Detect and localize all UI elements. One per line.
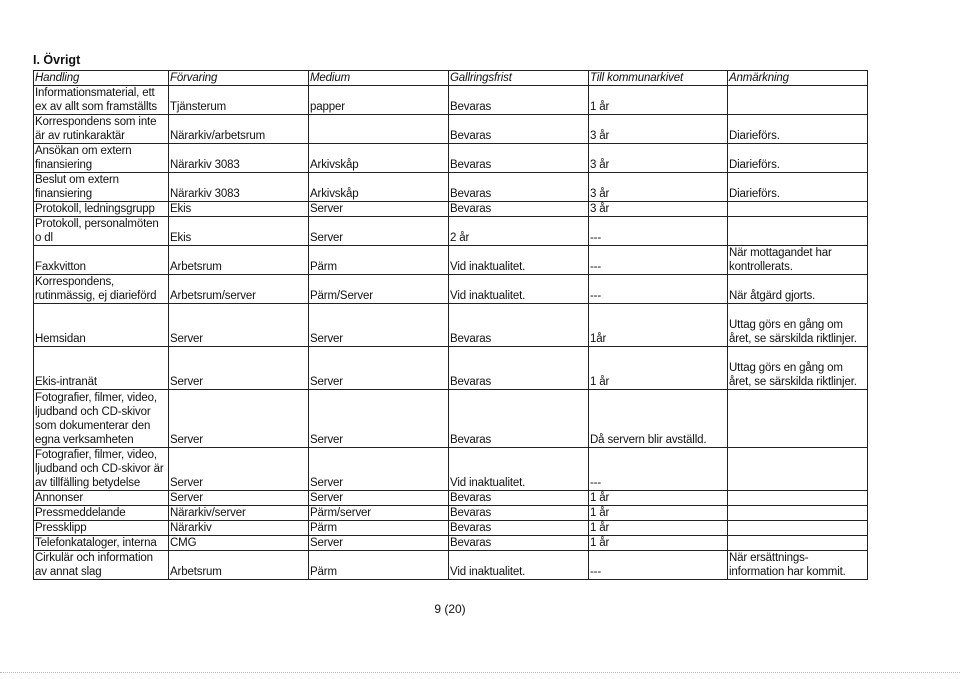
cell-medium: Pärm <box>309 551 449 580</box>
cell-till-kommunarkivet: Då servern blir avställd. <box>589 390 728 448</box>
cell-forvaring: Närarkiv <box>169 521 309 536</box>
header-forvaring: Förvaring <box>169 71 309 86</box>
cell-anmarkning <box>728 217 868 246</box>
header-medium: Medium <box>309 71 449 86</box>
cell-till-kommunarkivet: --- <box>589 246 728 275</box>
cell-till-kommunarkivet: 3 år <box>589 115 728 144</box>
cell-anmarkning <box>728 448 868 491</box>
table-row <box>34 86 868 115</box>
cell-anmarkning: Diarieförs. <box>728 144 868 173</box>
cell-medium: Arkivskåp <box>309 173 449 202</box>
cell-till-kommunarkivet: 1 år <box>589 536 728 551</box>
records-table <box>33 70 868 580</box>
cell-handling: Korrespondens som inte är av rutinkaraktär <box>34 115 169 144</box>
cell-handling: Fotografier, filmer, video, ljudband och CD-skivor är av tillfälling betydelse <box>34 448 169 491</box>
cell-gallringsfrist: Bevaras <box>449 390 589 448</box>
cell-medium: Pärm <box>309 521 449 536</box>
cell-handling: Korrespondens, rutinmässig, ej diarieförd <box>34 275 169 304</box>
cell-medium <box>309 115 449 144</box>
cell-medium: Server <box>309 491 449 506</box>
cell-medium: Server <box>309 217 449 246</box>
cell-gallringsfrist: Bevaras <box>449 491 589 506</box>
cell-medium: Server <box>309 390 449 448</box>
cell-till-kommunarkivet: 1 år <box>589 506 728 521</box>
cell-anmarkning <box>728 536 868 551</box>
cell-gallringsfrist: Bevaras <box>449 115 589 144</box>
cell-handling: Protokoll, ledningsgrupp <box>34 202 169 217</box>
cell-till-kommunarkivet: 1 år <box>589 86 728 115</box>
table-row <box>34 144 868 173</box>
cell-till-kommunarkivet: --- <box>589 217 728 246</box>
cell-handling: Beslut om extern finansiering <box>34 173 169 202</box>
cell-till-kommunarkivet: --- <box>589 448 728 491</box>
cell-forvaring: Närarkiv/arbetsrum <box>169 115 309 144</box>
cell-anmarkning: Diarieförs. <box>728 173 868 202</box>
cell-medium: Arkivskåp <box>309 144 449 173</box>
table-row <box>34 390 868 448</box>
cell-gallringsfrist: Vid inaktualitet. <box>449 448 589 491</box>
table-row <box>34 115 868 144</box>
cell-forvaring: Server <box>169 448 309 491</box>
cell-handling: Hemsidan <box>34 304 169 347</box>
cell-anmarkning <box>728 506 868 521</box>
cell-forvaring: Ekis <box>169 202 309 217</box>
cell-medium: Pärm/Server <box>309 275 449 304</box>
cell-handling: Informationsmaterial, ett ex av allt som framställts <box>34 86 169 115</box>
cell-anmarkning: När ersättnings- information har kommit. <box>728 551 868 580</box>
cell-forvaring: Arbetsrum/server <box>169 275 309 304</box>
cell-anmarkning: När mottagandet har kontrollerats. <box>728 246 868 275</box>
header-gallringsfrist: Gallringsfrist <box>449 71 589 86</box>
cell-till-kommunarkivet: 1 år <box>589 521 728 536</box>
cell-forvaring: Server <box>169 304 309 347</box>
page-number: 9 (20) <box>434 602 466 616</box>
cell-handling: Faxkvitton <box>34 246 169 275</box>
table-row <box>34 551 868 580</box>
cell-forvaring: Tjänsterum <box>169 86 309 115</box>
cell-forvaring: Närarkiv 3083 <box>169 144 309 173</box>
cell-handling: Telefonkataloger, interna <box>34 536 169 551</box>
table-row <box>34 304 868 347</box>
cell-till-kommunarkivet: 1år <box>589 304 728 347</box>
table-row <box>34 521 868 536</box>
cell-gallringsfrist: Vid inaktualitet. <box>449 275 589 304</box>
cell-medium: Pärm <box>309 246 449 275</box>
cell-anmarkning: Uttag görs en gång om året, se särskilda riktlinjer. <box>728 347 868 390</box>
cell-gallringsfrist: 2 år <box>449 217 589 246</box>
cell-till-kommunarkivet: 1 år <box>589 347 728 390</box>
cell-gallringsfrist: Bevaras <box>449 173 589 202</box>
cell-gallringsfrist: Bevaras <box>449 521 589 536</box>
header-handling: Handling <box>34 71 169 86</box>
cell-forvaring: Ekis <box>169 217 309 246</box>
cell-anmarkning <box>728 521 868 536</box>
section-title: I. Övrigt <box>33 53 81 67</box>
cell-handling: Fotografier, filmer, video, ljudband och CD-skivor som dokumenterar den egna verksamheten <box>34 390 169 448</box>
cell-medium: Server <box>309 202 449 217</box>
cell-gallringsfrist: Bevaras <box>449 506 589 521</box>
cell-medium: Pärm/server <box>309 506 449 521</box>
table-header-row <box>34 71 868 86</box>
cell-medium: papper <box>309 86 449 115</box>
cell-anmarkning <box>728 491 868 506</box>
table-row <box>34 217 868 246</box>
cell-forvaring: Server <box>169 390 309 448</box>
cell-till-kommunarkivet: --- <box>589 275 728 304</box>
cell-medium: Server <box>309 448 449 491</box>
cell-gallringsfrist: Vid inaktualitet. <box>449 246 589 275</box>
cell-till-kommunarkivet: 1 år <box>589 491 728 506</box>
cell-till-kommunarkivet: 3 år <box>589 144 728 173</box>
cell-forvaring: Närarkiv/server <box>169 506 309 521</box>
table-body <box>34 86 868 580</box>
cell-till-kommunarkivet: 3 år <box>589 173 728 202</box>
cell-medium: Server <box>309 347 449 390</box>
cell-handling: Ansökan om extern finansiering <box>34 144 169 173</box>
cell-forvaring: Arbetsrum <box>169 246 309 275</box>
cell-gallringsfrist: Bevaras <box>449 202 589 217</box>
cell-anmarkning: Diarieförs. <box>728 115 868 144</box>
table-row <box>34 448 868 491</box>
header-anmarkning: Anmärkning <box>728 71 868 86</box>
cell-till-kommunarkivet: --- <box>589 551 728 580</box>
table-row <box>34 506 868 521</box>
cell-anmarkning <box>728 202 868 217</box>
cell-gallringsfrist: Bevaras <box>449 144 589 173</box>
table-row <box>34 246 868 275</box>
cell-anmarkning: När åtgärd gjorts. <box>728 275 868 304</box>
cell-handling: Cirkulär och information av annat slag <box>34 551 169 580</box>
cell-medium: Server <box>309 536 449 551</box>
cell-anmarkning: Uttag görs en gång om året, se särskilda riktlinjer. <box>728 304 868 347</box>
cell-gallringsfrist: Bevaras <box>449 304 589 347</box>
cell-gallringsfrist: Bevaras <box>449 86 589 115</box>
cell-handling: Annonser <box>34 491 169 506</box>
cell-forvaring: Arbetsrum <box>169 551 309 580</box>
scan-artifact-line <box>0 672 960 673</box>
cell-till-kommunarkivet: 3 år <box>589 202 728 217</box>
cell-handling: Pressklipp <box>34 521 169 536</box>
cell-anmarkning <box>728 86 868 115</box>
cell-forvaring: Server <box>169 347 309 390</box>
table-row <box>34 491 868 506</box>
table-row <box>34 202 868 217</box>
table-row <box>34 536 868 551</box>
cell-anmarkning <box>728 390 868 448</box>
cell-gallringsfrist: Vid inaktualitet. <box>449 551 589 580</box>
cell-forvaring: Server <box>169 491 309 506</box>
cell-gallringsfrist: Bevaras <box>449 347 589 390</box>
header-till-kommunarkivet: Till kommunarkivet <box>589 71 728 86</box>
cell-handling: Ekis-intranät <box>34 347 169 390</box>
table-row <box>34 347 868 390</box>
cell-handling: Pressmeddelande <box>34 506 169 521</box>
cell-handling: Protokoll, personalmöten o dl <box>34 217 169 246</box>
table-row <box>34 173 868 202</box>
cell-medium: Server <box>309 304 449 347</box>
cell-forvaring: CMG <box>169 536 309 551</box>
cell-gallringsfrist: Bevaras <box>449 536 589 551</box>
table-row <box>34 275 868 304</box>
cell-forvaring: Närarkiv 3083 <box>169 173 309 202</box>
